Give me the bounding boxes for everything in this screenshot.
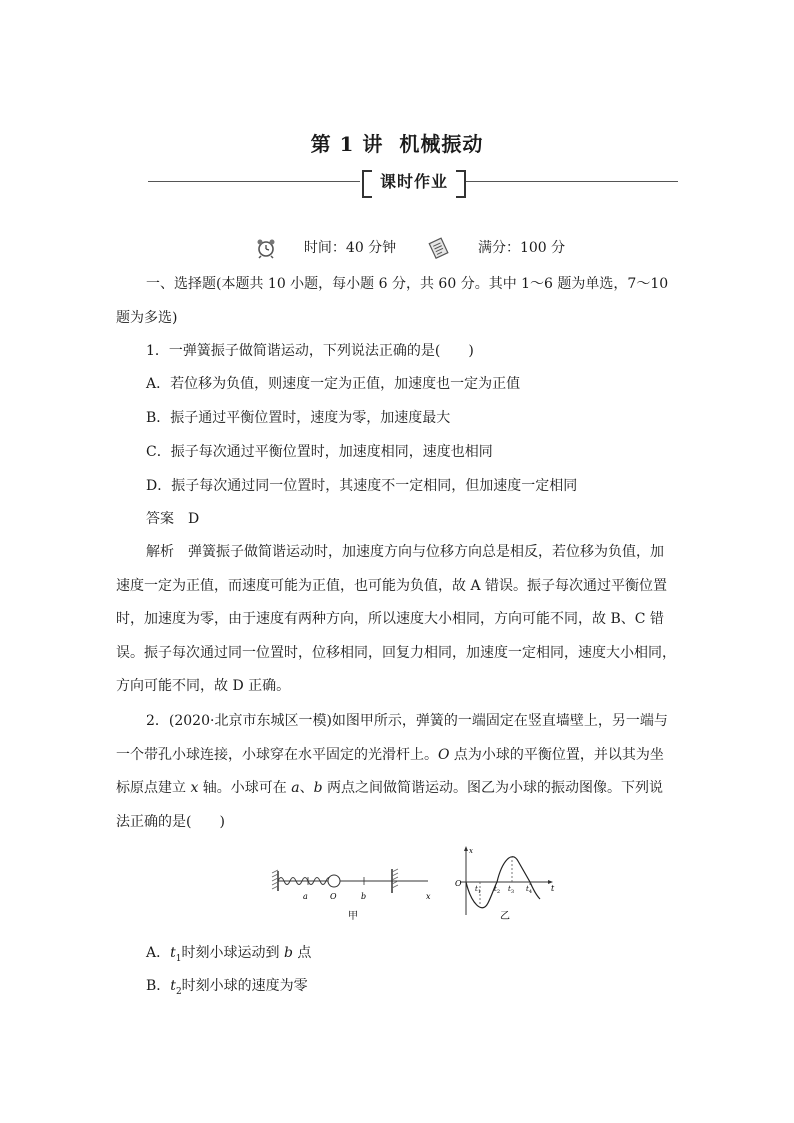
option-text: 时刻小球的速度为零 <box>181 978 308 994</box>
option-tail-var: b <box>283 945 293 961</box>
q2-stem-part: 轴。小球可在 <box>198 780 292 796</box>
fig-label-x: x <box>426 892 431 901</box>
fig-t3-sub: 3 <box>510 889 515 895</box>
option-tail: 点 <box>292 945 312 961</box>
fig-t2-var: t <box>494 885 497 893</box>
q1-option-b: B．振子通过平衡位置时，速度为零，加速度最大 <box>146 410 451 426</box>
q2-option-a <box>146 941 311 971</box>
fig-t3-var: t <box>508 885 511 893</box>
fig-label-o: O <box>330 892 337 901</box>
q2-stem <box>116 705 676 839</box>
section-banner <box>148 168 678 198</box>
q1-option-d: D．振子每次通过同一位置时，其速度不一定相同，但加速度一定相同 <box>146 478 578 494</box>
fig-t4-sub: 4 <box>528 889 533 895</box>
fig-axis-t: t <box>551 884 555 893</box>
time-label: 时间：40 分钟 <box>303 240 397 256</box>
fig-t4 <box>526 885 532 895</box>
q1-analysis <box>116 536 676 704</box>
option-var: t <box>170 945 176 961</box>
fig-t4-var: t <box>526 885 529 893</box>
q2-var-a: a <box>291 780 300 796</box>
answer-label: 答案 <box>146 511 174 527</box>
option-text: 时刻小球运动到 <box>181 945 284 961</box>
exam-meta <box>255 236 565 260</box>
fig-t1-sub: 1 <box>477 889 482 895</box>
banner-rule-left <box>148 181 360 182</box>
q2-var-o: O <box>438 746 450 763</box>
fig-axis-x: x <box>469 847 473 855</box>
option-prefix: B． <box>146 978 171 994</box>
option-sub: 1 <box>175 953 182 964</box>
q2-stem-part: 2．(2020·北京市东城区一模)如图甲所示，弹簧的一端固定在竖直墙壁上，另一端与一个带孔小球连接，小球穿在水平固定的光滑杆上。 <box>116 713 668 763</box>
fig-origin: O <box>455 879 462 888</box>
fig-caption-yi: 乙 <box>500 911 510 922</box>
q2-stem-part: 、 <box>299 780 314 796</box>
bracket-left <box>362 170 372 198</box>
option-sub: 2 <box>175 986 182 997</box>
alarm-clock-icon <box>255 237 277 259</box>
banner-box <box>362 168 466 196</box>
bracket-right <box>456 170 466 198</box>
lecture-topic: 机械振动 <box>399 132 484 156</box>
q1-answer <box>146 507 199 531</box>
q2-stem-part: 点为小球的平衡位置，并以其为坐标原点建立 <box>116 746 664 796</box>
fig-t1-var: t <box>475 885 478 893</box>
section-heading: 一、选择题(本题共 10 小题，每小题 6 分，共 60 分。其中 1～6 题为单选，7～10 题为多选) <box>116 276 669 326</box>
fig-t2-sub: 2 <box>496 889 501 895</box>
page-title <box>0 128 794 157</box>
figure-jia <box>272 869 431 922</box>
q2-var-x: x <box>190 780 199 796</box>
option-var: t <box>170 978 176 994</box>
q2-figure <box>268 843 558 923</box>
score-label: 满分：100 分 <box>477 240 566 256</box>
analysis-text: 弹簧振子做简谐运动时，加速度方向与位移方向总是相反，若位移为负值，加速度一定为正值，而速度可能为正值，也可能为负值，故 A 错误。振子每次通过平衡位置时，加速度为零，由于速度有两种方向，所以速度大小相同，方向可能不同，故 B、C 错误。振子每次通过同一位置时，位移相同，回复力相同，加速度一定相同，速度大小相同，方向可能不同，故 D 正确。 <box>116 544 676 694</box>
fig-label-b: b <box>361 892 367 901</box>
analysis-label: 解析 <box>146 544 174 560</box>
option-prefix: A． <box>146 945 171 961</box>
q2-stem-part: 两点之间做简谐运动。图乙为小球的振动图像。下列说法正确的是( ) <box>116 780 664 830</box>
q1-option-a: A．若位移为负值，则速度一定为正值，加速度也一定为正值 <box>146 376 521 392</box>
q1-option-c: C．振子每次通过平衡位置时，加速度相同，速度也相同 <box>146 444 493 460</box>
fig-caption-jia: 甲 <box>348 911 358 922</box>
figure-yi <box>455 846 555 922</box>
q1-stem: 1．一弹簧振子做简谐运动，下列说法正确的是( ) <box>146 343 474 359</box>
q2-option-b <box>146 974 308 1004</box>
q2-var-b: b <box>313 780 323 796</box>
fig-t2 <box>494 885 500 895</box>
fig-t3 <box>508 885 514 895</box>
score-sheet-icon <box>427 237 451 259</box>
banner-rule-right <box>466 181 678 182</box>
fig-label-a: a <box>303 892 308 901</box>
banner-label: 课时作业 <box>379 172 448 191</box>
lecture-number: 第 1 讲 <box>310 132 384 156</box>
answer-value: D <box>188 511 200 527</box>
